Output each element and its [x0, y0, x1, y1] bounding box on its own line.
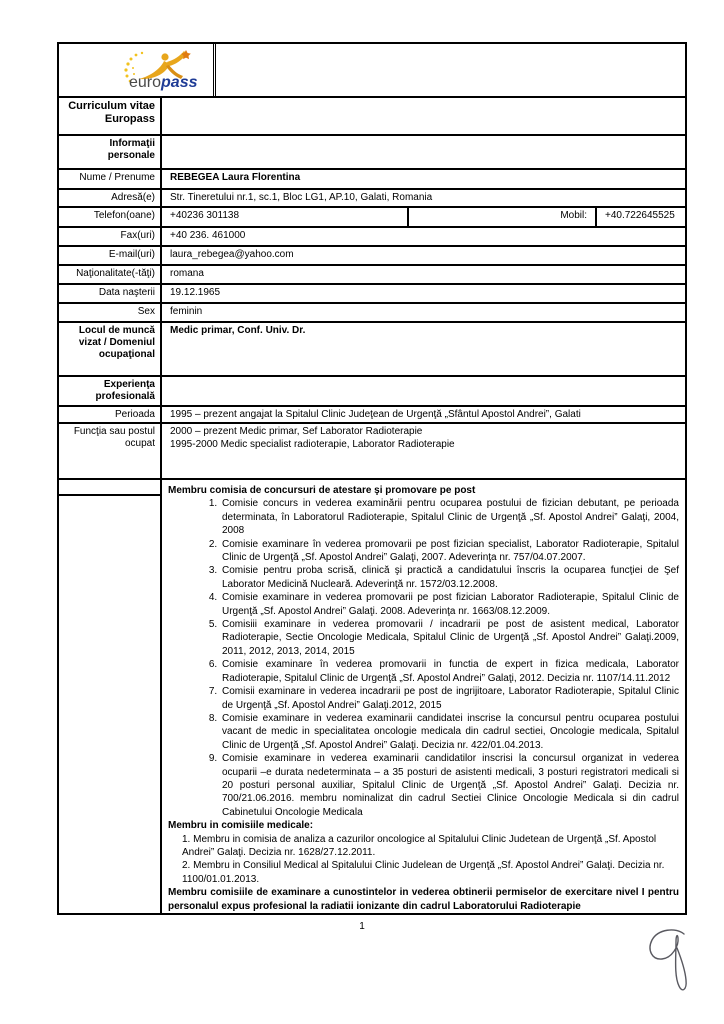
experience-value — [162, 377, 685, 405]
mobile-label: Mobil: — [407, 208, 595, 226]
page-number: 1 — [359, 921, 365, 932]
fax-value: +40 236. 461000 — [170, 230, 246, 241]
medical-committee-list — [168, 833, 679, 887]
position-value — [162, 424, 685, 478]
row-address — [59, 190, 685, 208]
empty-label-subrow — [59, 480, 160, 496]
cv-title-label: Curriculum vitae Europass — [59, 98, 162, 134]
personal-info-value — [162, 136, 685, 168]
position-label: Funcţia sau postul ocupat — [59, 424, 162, 478]
period-label: Perioada — [59, 407, 162, 422]
committees-heading-3: Membru comisiile de examinare a cunostintelor in vederea obtinerii permiselor de exercitare nivel I pentru personalul expus profesional la radiatii ionizante din cadrul Laboratorului Radioterapie — [168, 887, 679, 912]
row-target-job — [59, 323, 685, 377]
cv-table — [57, 42, 687, 915]
row-cv-title — [59, 98, 685, 136]
row-experience — [59, 377, 685, 407]
committee-item: 1. Comisie concurs in vederea examinării pentru ocuparea postului de fizician debutant, pe perioada determinata, în Laboratorul Radioterapie, Spitalul Clinic de Urgenţă „Sf. Apostol Andrei” Galaţi, 2004, 2008 — [220, 497, 679, 537]
position-line: 1995-2000 Medic specialist radioterapie, Laborator Radioterapie — [170, 438, 455, 450]
mobile-value: +40.722645525 — [595, 208, 685, 226]
position-line: 2000 – prezent Medic primar, Sef Laborator Radioterapie — [170, 426, 423, 437]
handwritten-signature — [636, 926, 696, 1006]
committees-heading-2: Membru in comisiile medicale: — [168, 820, 314, 832]
phone-label: Telefon(oane) — [59, 208, 162, 226]
email-value: laura_rebegea@yahoo.com — [170, 249, 294, 260]
experience-label: Experienţa profesională — [59, 377, 162, 405]
committee-list — [168, 497, 679, 819]
row-position — [59, 424, 685, 480]
europass-wordmark — [129, 74, 198, 92]
birth-date-value: 19.12.1965 — [170, 287, 221, 298]
logo-row-empty-cell — [216, 44, 685, 96]
committee-item: 3. Comisie pentru proba scrisă, clinică şi practică a candidatului înscris la ocuparea funcţiei de Şef Laborator Medicină Nucleară. Adeverinţă nr. 1572/03.12.2008. — [220, 564, 679, 591]
sex-value: feminin — [170, 306, 203, 317]
nationality-value: romana — [170, 268, 204, 279]
committees-heading-1: Membru comisia de concursuri de atestare şi promovare pe post — [168, 485, 476, 496]
row-email — [59, 247, 685, 266]
committee-item: 8. Comisie examinare in vederea examinarii candidatei inscrise la concursul pentru ocuparea postului vacant de medic in specialitatea oncologie medicala din cadrul sectiei, Oncologie medicala, Spitalul Clinic de Urgenţă „Sf. Apostol Andrei” Galaţi. Decizia nr. 422/01.04.2013. — [220, 712, 679, 752]
committee-item: 5. Comisiii examinare in vederea promovarii / incadrarii pe post de asistent medical, Laborator Radioterapie, Sectie Oncologie Medicala, Spitalul Clinic de Urgenţă „Sf. Apostol Andrei” Galaţi.2009, 2011, 2012, 2013, 2014, 2015 — [220, 618, 679, 658]
committee-item: 4. Comisie examinare in vederea promovarii pe post fizician Laborator Radioterapie, Spitalul Clinic de Urgenţă „Sf. Apostol Andrei” Galaţi. 2008. Adeverinţa nr. 1663/08.12.2009. — [220, 591, 679, 618]
name-label: Nume / Prenume — [59, 170, 162, 188]
committee-item: 6. Comisie examinare în vederea promovarii in functia de expert in fizica medicala, Laborator Radioterapie, Spitalul Clinic de Urgenţă „Sf. Apostol Andrei” Galaţi, 2012. Decizia nr. 1107/14.11.2012 — [220, 658, 679, 685]
row-nationality — [59, 266, 685, 285]
email-label: E-mail(uri) — [59, 247, 162, 264]
cv-title-value — [162, 98, 685, 134]
committees-label-column — [59, 480, 162, 913]
medical-committee-item: 2. Membru in Consiliul Medical al Spitalului Clinic Judelean de Urgenţă „Sf. Apostol Andrei” Galaţi. Decizia nr. 1100/01.01.2013. — [182, 860, 665, 885]
fax-label: Fax(uri) — [59, 228, 162, 245]
committees-content — [162, 480, 685, 913]
row-period — [59, 407, 685, 424]
row-committees — [59, 480, 685, 913]
logo-row — [59, 44, 685, 98]
logo-cell — [59, 44, 216, 96]
row-personal-info — [59, 136, 685, 170]
row-birth-date — [59, 285, 685, 304]
europass-logo — [117, 48, 213, 94]
row-phone — [59, 208, 685, 228]
name-value: REBEGEA Laura Florentina — [170, 172, 301, 183]
committee-item: 9. Comisie examinare in vederea examinarii candidatilor inscrisi la concursul organizat in vederea ocuparii –e durata nedeterminata – a 35 posturi de asistenti medicali, 3 posturi registratori medicali si 20 posturi personal auxiliar, Spitalul Clinic de Urgenţă „Sf. Apostol Andrei” Galaţi. Decizia nr. 700/21.06.2016. membru nominalizat din cadrul Sectiei Clinice Oncologie Medicala si din cadrul Cabinetului Oncologie Medicala — [220, 752, 679, 819]
sex-label: Sex — [59, 304, 162, 321]
row-name — [59, 170, 685, 190]
row-fax — [59, 228, 685, 247]
committee-item: 7. Comisii examinare in vederea incadrarii pe post de ingrijitoare, Laborator Radioterapie, Spitalul Clinic de Urgenţă „Sf. Apostol Andrei” Galaţi.2012, 2015 — [220, 685, 679, 712]
target-job-label: Locul de muncă vizat / Domeniul ocupaţional — [59, 323, 162, 375]
nationality-label: Naţionalitate(-tăţi) — [59, 266, 162, 283]
target-job-value: Medic primar, Conf. Univ. Dr. — [170, 325, 306, 336]
medical-committee-item: 1. Membru in comisia de analiza a cazurilor oncologice al Spitalului Clinic Judetean de Urgenţă „Sf. Apostol Andrei” Galaţi. Decizia nr. 1628/27.12.2011. — [182, 833, 657, 858]
address-label: Adresă(e) — [59, 190, 162, 206]
period-value: 1995 – prezent angajat la Spitalul Clinic Judeţean de Urgenţă „Sfântul Apostol Andrei”, Galati — [170, 409, 581, 420]
row-sex — [59, 304, 685, 323]
address-value: Str. Tineretului nr.1, sc.1, Bloc LG1, AP.10, Galati, Romania — [170, 192, 433, 203]
logo-euro-text: euro — [129, 74, 162, 91]
birth-date-label: Data naşterii — [59, 285, 162, 302]
personal-info-label: Informaţii personale — [59, 136, 162, 168]
phone-value: +40236 301138 — [170, 210, 240, 221]
logo-pass-text: pass — [161, 74, 198, 91]
committee-item: 2. Comisie examinare în vederea promovarii pe post fizician specialist, Laborator Radioterapie, Spitalul Clinic de Urgenţă „Sf. Apostol Andrei” Galaţi, 2007. Adeverinţa nr. 757/04.07.2007. — [220, 538, 679, 565]
